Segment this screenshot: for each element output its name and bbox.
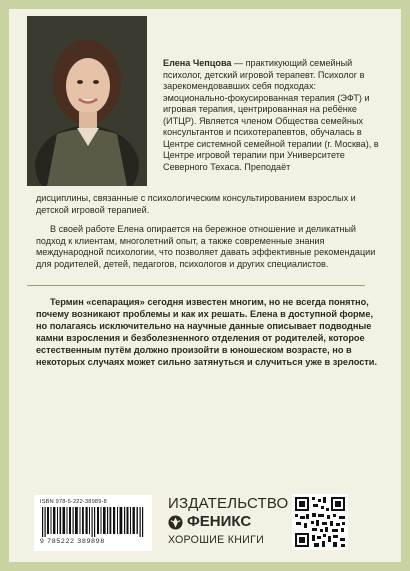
author-bio-text: — практикующий семейный психолог, детский игровой терапевт. Психолог в зарекомендовавших себя подходах: эмоционально-фокусированная терапия (ЭФТ) и игровая терапия, центрированная на ребёнке (ИТЦР). Является членом Общества семейных консультантов и психотерапевтов, обучалась в Центре системной семейной терапии (г. Москва), в Центре игровой терапии при Университете Северного Техаса. Преподаёт — [163, 58, 379, 172]
publisher-name: ФЕНИКС — [187, 513, 252, 530]
author-work-paragraph: В своей работе Елена опирается на бережное отношение и деликатный подход к клиентам, многолетний опыт, а также современные знания международной психологии, что позволяет давать эффективные рекомендации для родителей, детей, педагогов, психологов и других специалистов. — [36, 224, 376, 269]
author-bio — [163, 58, 383, 173]
isbn-label: ISBN 978-5-222-38989-8 — [40, 499, 107, 505]
phoenix-logo-icon — [168, 515, 183, 530]
publisher-slogan: ХОРОШИЕ КНИГИ — [168, 534, 265, 546]
author-bio-continued: дисциплины, связанные с психологическим консультированием взрослых и детской игровой терапией. — [36, 193, 356, 215]
publisher-name-row — [168, 513, 280, 531]
barcode-digits: 9 785222 389898 — [40, 538, 105, 545]
barcode-bars — [40, 507, 146, 537]
author-name: Елена Чепцова — [163, 58, 232, 68]
author-photo — [27, 16, 147, 186]
publisher-label: ИЗДАТЕЛЬСТВО — [168, 495, 289, 512]
book-summary: Термин «сепарация» сегодня известен многим, но не всегда понятно, почему возникают проблемы и как их решать. Елена в доступной форме, но полагаясь исключительно на научные данные описывает подводные камни взросления и безболезненного отделения от родителей, которое естественным путём должно произойти в юношеском возрасте, но в некоторых случаях может сильно затянуться и случиться уже в зрелости. — [36, 297, 378, 367]
publisher-block — [168, 495, 289, 547]
barcode — [34, 495, 152, 551]
qr-code — [292, 494, 348, 550]
divider — [27, 285, 365, 286]
